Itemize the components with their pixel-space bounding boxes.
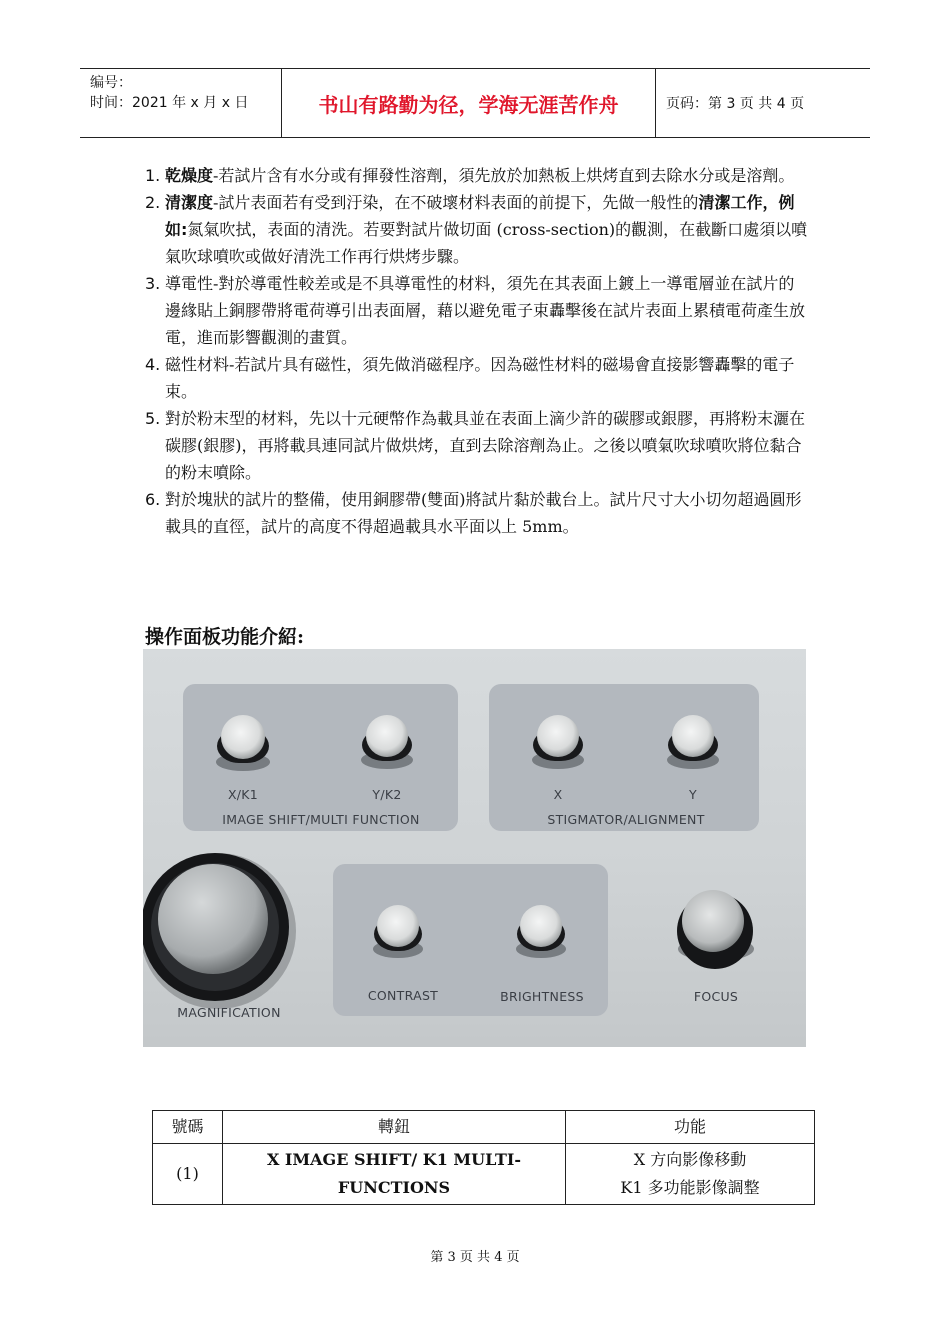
list-number: 2. xyxy=(145,193,161,212)
control-panel-photo xyxy=(143,649,806,1047)
number-label: 编号： xyxy=(90,75,132,91)
list-text: 對於塊狀的試片的整備，使用銅膠帶(雙面)將試片黏於載台上。試片尺寸大小切勿超過圓形載具的直徑，試片的高度不得超過載具水平面以上 5mm。 xyxy=(165,490,802,536)
list-text: 對於粉末型的材料，先以十元硬幣作為載具並在表面上滴少許的碳膠或銀膠，再將粉末灑在碳膠(銀膠)，再將載具連同試片做烘烤，直到去除溶劑為止。之後以噴氣吹球噴吹將位黏合的粉末噴除。 xyxy=(165,409,806,482)
label-y: Y xyxy=(689,787,697,802)
list-text: -若試片含有水分或有揮發性溶劑，須先放於加熱板上烘烤直到去除水分或是溶劑。 xyxy=(213,166,795,185)
document-header xyxy=(80,68,870,138)
label-x-k1: X/K1 xyxy=(227,787,259,802)
list-term: 清潔度 xyxy=(165,193,214,212)
list-text: 導電性-對於導電性較差或是不具導電性的材料，須先在其表面上鍍上一導電層並在試片的邊緣貼上銅膠帶將電荷導引出表面層，藉以避免電子束轟擊後在試片表面上累積電荷產生放電，進而影響觀測的畫質。 xyxy=(165,274,806,347)
col-header-number: 號碼 xyxy=(153,1111,223,1144)
stigmator-group-panel xyxy=(489,684,759,831)
section-title: 操作面板功能介紹: xyxy=(145,626,305,648)
cell-function xyxy=(566,1144,815,1205)
list-text-2: 氮氣吹拭，表面的清洗。若要對試片做切面 (cross-section)的觀測，在截斷口處須以噴氣吹球噴吹或做好清洗工作再行烘烤步驟。 xyxy=(165,220,808,266)
label-image-shift-group: IMAGE SHIFT/MULTI FUNCTION xyxy=(222,812,420,827)
knob-focus[interactable] xyxy=(677,890,754,969)
cell-knob-line2: FUNCTIONS xyxy=(337,1178,451,1197)
header-page-info: 页码：第 3 页 共 4 页 xyxy=(666,96,805,112)
list-item xyxy=(145,351,810,405)
list-text: 磁性材料-若試片具有磁性，須先做消磁程序。因為磁性材料的磁場會直接影響轟擊的電子束。 xyxy=(165,355,795,401)
list-number: 6. xyxy=(145,490,161,509)
page-footer: 第 3 页 共 4 页 xyxy=(430,1250,520,1265)
cell-knob xyxy=(223,1144,566,1205)
header-meta xyxy=(80,69,282,137)
label-contrast: CONTRAST xyxy=(367,988,439,1003)
label-focus: FOCUS xyxy=(693,989,739,1004)
list-item xyxy=(145,189,810,270)
list-term-2: 清潔工作，例如: xyxy=(165,193,795,239)
list-item xyxy=(145,486,810,540)
list-item xyxy=(145,405,810,486)
table-header-row xyxy=(153,1111,815,1144)
label-stigmator-group: STIGMATOR/ALIGNMENT xyxy=(547,812,705,827)
cell-number: (1) xyxy=(153,1144,223,1205)
date-label: 时间：2021 年 x 月 x 日 xyxy=(90,95,249,111)
label-x: X xyxy=(553,787,563,802)
list-text: -試片表面若有受到汙染，在不破壞材料表面的前提下，先做一般性的 xyxy=(213,193,699,212)
col-header-knob: 轉鈕 xyxy=(223,1111,566,1144)
list-number: 3. xyxy=(145,274,161,293)
table-row xyxy=(153,1144,815,1205)
label-y-k2: Y/K2 xyxy=(372,787,402,802)
list-number: 5. xyxy=(145,409,161,428)
label-magnification: MAGNIFICATION xyxy=(177,1005,281,1020)
cell-knob-line1: X IMAGE SHIFT/ K1 MULTI- xyxy=(266,1150,522,1169)
list-number: 1. xyxy=(145,166,161,185)
header-motto: 书山有路勤为径，学海无涯苦作舟 xyxy=(282,69,656,137)
label-brightness: BRIGHTNESS xyxy=(500,989,584,1004)
list-item xyxy=(145,162,810,189)
knob-function-table xyxy=(152,1110,815,1205)
list-number: 4. xyxy=(145,355,161,374)
list-item xyxy=(145,270,810,351)
preparation-list xyxy=(145,162,810,540)
list-term: 乾燥度 xyxy=(165,166,214,185)
cell-function-line2: K1 多功能影像調整 xyxy=(620,1178,760,1197)
control-panel-illustration xyxy=(143,649,806,1047)
col-header-function: 功能 xyxy=(566,1111,815,1144)
cell-function-line1: X 方向影像移動 xyxy=(633,1150,747,1169)
knob-magnification[interactable] xyxy=(143,853,296,1009)
